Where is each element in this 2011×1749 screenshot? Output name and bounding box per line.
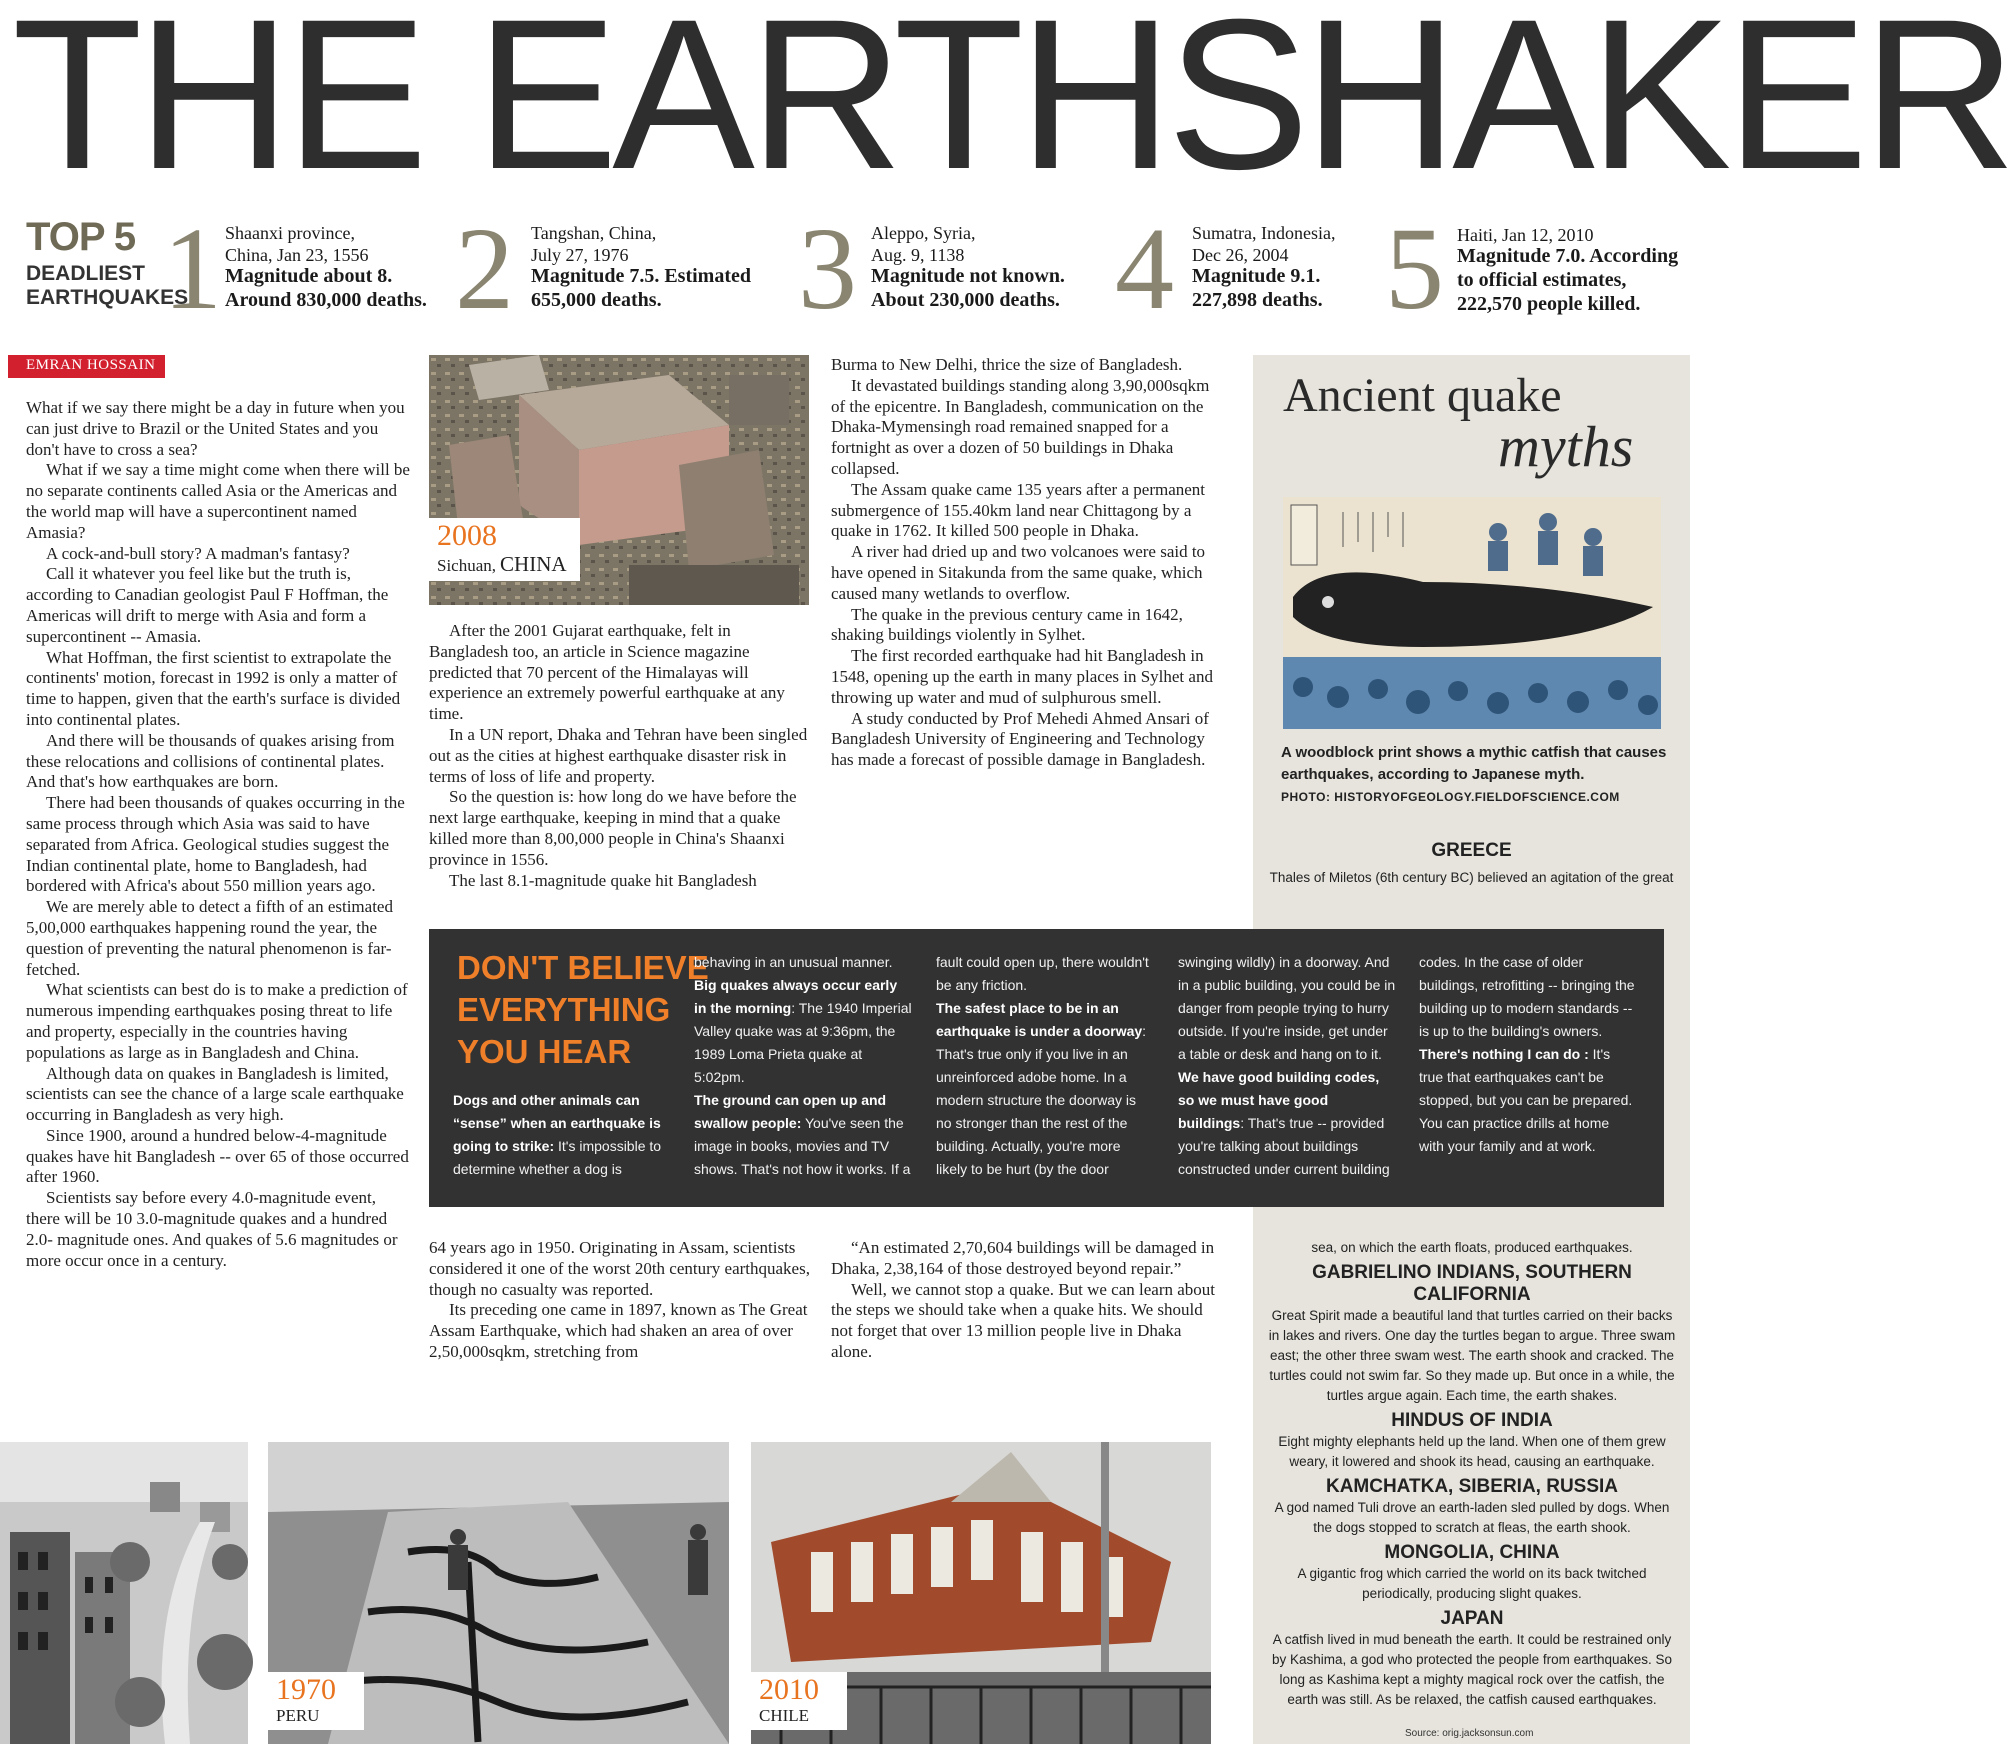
paragraph: “An estimated 2,70,604 buildings will be damaged in Dhaka, 2,38,164 of those destroyed beyond repair.”: [831, 1238, 1215, 1278]
myth-text: A catfish lived in mud beneath the earth. It could be restrained only by Kashima, a god who protected the people from earthquakes. So long as Kashima kept a mighty magical rock over the catfish, the earth was still. As be relaxed, the catfish caused earthquakes.: [1272, 1632, 1672, 1707]
photo-caption: [429, 518, 580, 581]
masthead-title: THE EARTHSHAKER: [12, 0, 2011, 214]
myth-greece: [1253, 840, 1690, 888]
myth-text: Thales of Miletos (6th century BC) believed an agitation of the great: [1269, 870, 1674, 885]
paragraph: Scientists say before every 4.0-magnitude event, there will be 10 3.0-magnitude quakes and a hundred 2.0- magnitude ones. And quakes of 5.6 magnitudes or more occur once in a century.: [26, 1188, 398, 1270]
paragraph: So the question is: how long do we have before the next large earthquake, keeping in mind that a quake killed more than 8,00,000 people in China's Shaanxi province in 1556.: [429, 787, 797, 869]
myth-heading: KAMCHATKA, SIBERIA, RUSSIA: [1325, 1476, 1619, 1497]
myth-rebuttal: It's true that earthquakes can't be stopped, but you can be prepared. You can practice drills at home with your family and at work.: [1419, 1046, 1633, 1154]
caption-year: 2008: [437, 519, 497, 552]
place-line: Aug. 9, 1138: [871, 245, 965, 265]
myth-heading: GREECE: [1431, 840, 1512, 861]
dont-believe-box: [429, 929, 1664, 1207]
paragraph: There had been thousands of quakes occurring in the same process through which Asia was said to have separated from Africa. Geological studies suggest the Indian continental plate, home to Bangladesh, had bordered with Africa's about 550 million years ago.: [26, 793, 405, 896]
myth-morning: [694, 951, 912, 1181]
caption-country: CHINA: [500, 552, 567, 576]
photo-caption: [751, 1672, 847, 1730]
caption-year: 2010: [759, 1673, 819, 1706]
photo-credit: PHOTO: HISTORYOFGEOLOGY.FIELDOFSCIENCE.COM: [1281, 790, 1620, 804]
caption-country: CHILE: [759, 1706, 810, 1725]
paragraph: A study conducted by Prof Mehedi Ahmed Ansari of Bangladesh University of Engineering and Technology has made a forecast of possible damage in Bangladesh.: [831, 708, 1209, 770]
myth-text: Eight mighty elephants held up the land. When one of them grew weary, it lowered and shook its head, causing an earthquake.: [1278, 1434, 1666, 1469]
title-line: DON'T BELIEVE: [457, 949, 709, 986]
fact-line: Magnitude not known.: [871, 265, 1065, 287]
myth-claim: There's nothing I can do :: [1419, 1046, 1589, 1062]
photo-chile-2010: [751, 1442, 1211, 1744]
myth-text: A god named Tuli drove an earth-laden sled pulled by dogs. When the dogs stopped to scratch at fleas, the earth shook.: [1274, 1500, 1670, 1535]
paragraph: Since 1900, around a hundred below-4-magnitude quakes have hit Bangladesh -- over 65 of those occurred after 1960.: [26, 1125, 409, 1187]
paragraph: What scientists can best do is to make a prediction of numerous impending earthquakes posing threat to life and property, especially in the countries having populations as large as in Bangladesh and China.: [26, 980, 408, 1062]
paragraph: Call it whatever you feel like but the truth is, according to Canadian geologist Paul F Hoffman, the Americas will drift to merge with Asia and form a supercontinent -- Amasia.: [26, 564, 389, 646]
myth-rebuttal: : That's true -- provided you're talking about buildings constructed under current building: [1178, 1115, 1390, 1177]
place-line: Dec 26, 2004: [1192, 245, 1289, 265]
paragraph: It devastated buildings standing along 3,90,000sqkm of the epicentre. In Bangladesh, communication on the Dhaka-Mymensingh road remained snapped for a fortnight as over a dozen of 50 buildings in Dhaka collapsed.: [831, 375, 1210, 478]
paragraph: A cock-and-bull story? A madman's fantasy?: [46, 543, 350, 563]
fact-line: About 230,000 deaths.: [871, 289, 1060, 311]
place-line: July 27, 1976: [531, 245, 629, 265]
woodblock-caption: A woodblock print shows a mythic catfish that causes earthquakes, according to Japanese myth.: [1281, 744, 1667, 783]
rank-number: 1: [163, 203, 222, 334]
photo-sichuan-2008: [429, 355, 809, 605]
place-line: Haiti, Jan 12, 2010: [1457, 225, 1594, 245]
myth-rebuttal: codes. In the case of older buildings, retrofitting -- bringing the building up to modern standards -- is up to the building's owners.: [1419, 954, 1635, 1039]
fact-line: 222,570 people killed.: [1457, 293, 1641, 315]
rank-number: 4: [1115, 203, 1174, 334]
paragraph: In a UN report, Dhaka and Tehran have been singled out as the cities at highest earthquake disaster risk in terms of loss of life and property.: [429, 724, 808, 786]
myth-doorway: [936, 951, 1154, 1181]
paragraph: 64 years ago in 1950. Originating in Assam, scientists considered it one of the worst 20th century earthquakes, though no casualty was reported.: [429, 1238, 810, 1299]
myth-text: A gigantic frog which carried the world on its back twitched periodically, producing slight quakes.: [1297, 1566, 1647, 1601]
article-column-2: [429, 621, 814, 891]
myth-heading: MONGOLIA, CHINA: [1384, 1542, 1560, 1563]
myth-rebuttal: behaving in an unusual manner.: [694, 954, 893, 970]
dont-believe-title: [457, 947, 709, 1073]
top5-label: TOP 5: [26, 215, 136, 259]
paragraph: Well, we cannot stop a quake. But we can learn about the steps we should take when a quake hits. We should not forget that over 13 million people live in Dhaka alone.: [831, 1279, 1216, 1361]
fact-line: Magnitude 9.1.: [1192, 265, 1321, 287]
top5-sublabel-1: DEADLIEST: [26, 262, 146, 285]
paragraph: What if we say a time might come when there will be no separate continents called Asia or the Americas and the world map will have a supercontinent named Amasia?: [26, 460, 410, 542]
fact-line: Magnitude about 8.: [225, 265, 393, 287]
title-line: YOU HEAR: [457, 1033, 632, 1070]
myth-rebuttal: swinging wildly) in a doorway. And in a public building, you could be in danger from people trying to hurry outside. If you're inside, get under a table or desk and hang on to it.: [1178, 954, 1396, 1062]
myth-dogs: [453, 1089, 668, 1181]
top5-sublabel-2: EARTHQUAKES: [26, 286, 189, 309]
paragraph: Burma to New Delhi, thrice the size of Bangladesh.: [831, 355, 1183, 374]
article-column-2-continued: [429, 1238, 814, 1363]
author-byline: EMRAN HOSSAIN: [8, 355, 165, 378]
photo-caption: [268, 1672, 364, 1730]
myth-claim: Dogs and other animals can “sense” when an earthquake is going to strike:: [453, 1092, 661, 1154]
city-ruins-image: [0, 1442, 248, 1744]
sidebar-title: Ancient quake: [1283, 369, 1562, 422]
myth-heading: JAPAN: [1440, 1608, 1504, 1629]
place-line: Aleppo, Syria,: [871, 223, 976, 243]
myth-claim: The ground can open up and swallow people:: [694, 1092, 887, 1131]
photo-city-ruins: [0, 1442, 248, 1744]
photo-peru-1970: [268, 1442, 729, 1744]
paragraph: Although data on quakes in Bangladesh is limited, scientists can see the chance of a large scale earthquake occurring in Bangladesh as very high.: [26, 1063, 404, 1125]
myth-text: sea, on which the earth floats, produced earthquakes.: [1311, 1240, 1633, 1255]
article-column-3-continued: [831, 1238, 1221, 1363]
paragraph: What Hoffman, the first scientist to extrapolate the continents' motion, forecast in 1992 is only a matter of time to happen, given that the earth's surface is divided into continental plates.: [26, 647, 401, 729]
myths-list: [1267, 1238, 1677, 1710]
fact-line: Magnitude 7.0. According: [1457, 245, 1679, 267]
fact-line: 655,000 deaths.: [531, 289, 662, 311]
place-line: China, Jan 23, 1556: [225, 245, 369, 265]
rank-number: 5: [1385, 203, 1444, 334]
fact-line: 227,898 deaths.: [1192, 289, 1323, 311]
myth-heading: GABRIELINO INDIANS, SOUTHERN CALIFORNIA: [1312, 1262, 1632, 1305]
article-column-3: [831, 355, 1216, 771]
paragraph: A river had dried up and two volcanoes were said to have opened in Sitakunda from the same quake, which caused many wetlands to overflow.: [831, 542, 1206, 603]
myth-claim: We have good building codes, so we must have good buildings: [1178, 1069, 1380, 1131]
rank-number: 2: [455, 203, 514, 334]
myth-claim: Big quakes always occur early in the morning: [694, 977, 898, 1016]
myth-rebuttal: : That's true only if you live in an unreinforced adobe home. In a modern structure the doorway is no stronger than the rest of the building. Actually, you're more likely to be hurt (by the door: [936, 1023, 1147, 1177]
place-line: Tangshan, China,: [531, 223, 657, 243]
fact-line: to official estimates,: [1457, 269, 1627, 291]
myth-text: Great Spirit made a beautiful land that turtles carried on their backs in lakes and rivers. One day the turtles began to argue. Three swam east; the other three swam west. The earth shook and cracked. The turtles could not swim far. So they made up. But once in a while, the turtles argue again. Each time, the earth shakes.: [1268, 1308, 1676, 1403]
paragraph: We are merely able to detect a fifth of an estimated 5,00,000 earthquakes happening round the year, the question of preventing the natural phenomenon is far-fetched.: [26, 897, 393, 979]
paragraph: The last 8.1-magnitude quake hit Bangladesh: [449, 870, 757, 890]
woodblock-print-image: [1283, 497, 1661, 729]
myth-claim: The safest place to be in an earthquake is under a doorway: [936, 1000, 1143, 1039]
paragraph: Its preceding one came in 1897, known as The Great Assam Earthquake, which had shaken an area of over 2,50,000sqkm, stretching from: [429, 1300, 808, 1361]
catfish-print-svg: [1283, 497, 1661, 729]
fact-line: Around 830,000 deaths.: [225, 289, 427, 311]
place-line: Shaanxi province,: [225, 223, 355, 243]
paragraph: The first recorded earthquake had hit Bangladesh in 1548, opening up the earth in many places in Sylhet and throwing up water and mud of sulphurous smell.: [831, 646, 1213, 707]
myth-building-codes: [1178, 951, 1396, 1181]
fact-line: Magnitude 7.5. Estimated: [531, 265, 751, 287]
myth-rebuttal: It's impossible to determine whether a dog is: [453, 1138, 662, 1177]
myth-rebuttal: : The 1940 Imperial Valley quake was at 9:36pm, the 1989 Loma Prieta quake at 5:02pm.: [694, 1000, 912, 1085]
rank-number: 3: [798, 203, 857, 334]
myth-rebuttal: You've seen the image in books, movies and TV shows. That's not how it works. If a: [694, 1115, 911, 1177]
sidebar-title-emphasis: myths: [1498, 414, 1634, 479]
paragraph: The Assam quake came 135 years after a permanent submergence of 155.40km land near Chittagong by a quake in 1762. It killed 500 people in Dhaka.: [831, 479, 1206, 541]
article-column-1: [26, 398, 412, 1271]
caption-country: PERU: [276, 1706, 320, 1725]
paragraph: And there will be thousands of quakes arising from these relocations and collisions of continental plates. And that's how earthquakes are born.: [26, 730, 395, 792]
source-credit: Source: orig.jacksonsun.com: [1405, 1728, 1534, 1739]
place-line: Sumatra, Indonesia,: [1192, 223, 1336, 243]
paragraph: After the 2001 Gujarat earthquake, felt in Bangladesh too, an article in Science magazine predicted that 70 percent of the Himalayas will experience an extremely powerful earthquake at any time.: [429, 621, 785, 724]
myth-nothing-to-do: [1419, 951, 1637, 1158]
myth-rebuttal: fault could open up, there wouldn't be any friction.: [936, 954, 1149, 993]
paragraph: What if we say there might be a day in future when you can just drive to Brazil or the United States and you don't have to cross a sea?: [26, 398, 405, 459]
myth-heading: HINDUS OF INDIA: [1391, 1410, 1553, 1431]
title-line: EVERYTHING: [457, 991, 671, 1028]
caption-year: 1970: [276, 1673, 336, 1706]
caption-place: Sichuan,: [437, 556, 497, 575]
paragraph: The quake in the previous century came in 1642, shaking buildings violently in Sylhet.: [831, 604, 1183, 645]
